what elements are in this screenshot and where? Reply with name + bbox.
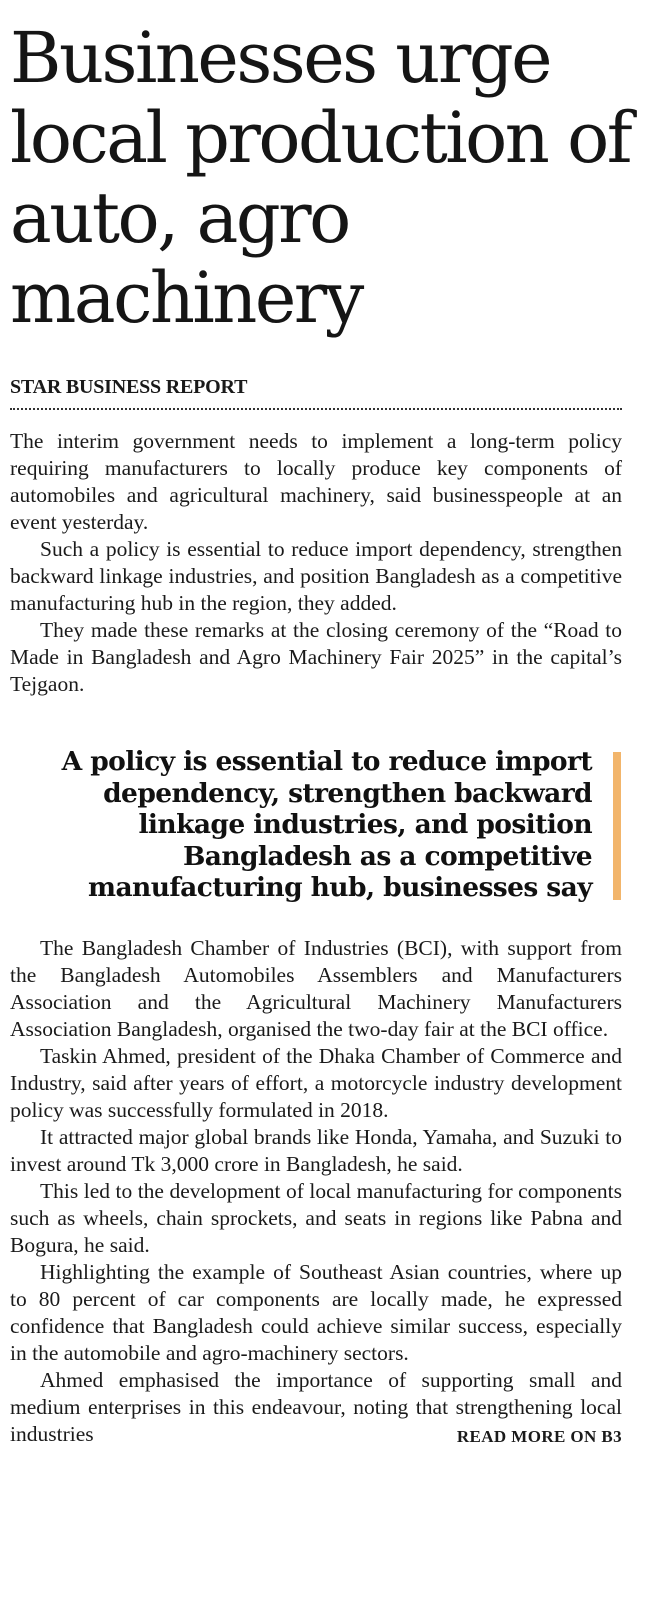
pull-quote: A policy is essential to reduce import dependency, strengthen backward linkage industries, and position Bangladesh as a competitive manufacturing hub, businesses say: [61, 746, 592, 903]
dotted-divider: [10, 408, 622, 410]
body-paragraph: Ahmed emphasised the importance of supporting small and medium enterprises in this endeavour, noting that strengthening local industries: [10, 1368, 622, 1446]
intro-text: [10, 428, 622, 698]
intro-paragraph: The interim government needs to implement a long-term policy requiring manufacturers to locally produce key components of automobiles and agricultural machinery, said businesspeople at an event yesterday.: [10, 429, 622, 534]
body-paragraph: The Bangladesh Chamber of Industries (BCI), with support from the Bangladesh Automobiles Assemblers and Manufacturers Association and the Agricultural Machinery Manufacturers Association Bangladesh, organised the two-day fair at the BCI office.: [10, 936, 622, 1041]
headline: Businesses urge local production of auto, agro machinery: [10, 17, 631, 339]
last-paragraph-wrap: [10, 1367, 622, 1448]
body-paragraph: This led to the development of local manufacturing for components such as wheels, chain sprockets, and seats in regions like Pabna and Bogura, he said.: [10, 1179, 622, 1257]
body-paragraph: Highlighting the example of Southeast Asian countries, where up to 80 percent of car components are locally made, he expressed confidence that Bangladesh could achieve similar success, especially in the automobile and agro-machinery sectors.: [10, 1260, 622, 1365]
read-more-link[interactable]: READ MORE ON B3: [447, 1427, 622, 1447]
byline: STAR BUSINESS REPORT: [10, 376, 248, 398]
body-paragraph: Taskin Ahmed, president of the Dhaka Chamber of Commerce and Industry, said after years of effort, a motorcycle industry development policy was successfully formulated in 2018.: [10, 1044, 622, 1122]
body-text: [10, 935, 622, 1448]
intro-paragraph: They made these remarks at the closing ceremony of the “Road to Made in Bangladesh and Agro Machinery Fair 2025” in the capital’s Tejgaon.: [10, 618, 622, 696]
pull-quote-accent-bar: [613, 752, 621, 900]
intro-paragraph: Such a policy is essential to reduce import dependency, strengthen backward linkage industries, and position Bangladesh as a competitive manufacturing hub in the region, they added.: [10, 537, 622, 615]
body-paragraph: It attracted major global brands like Honda, Yamaha, and Suzuki to invest around Tk 3,000 crore in Bangladesh, he said.: [10, 1125, 622, 1176]
